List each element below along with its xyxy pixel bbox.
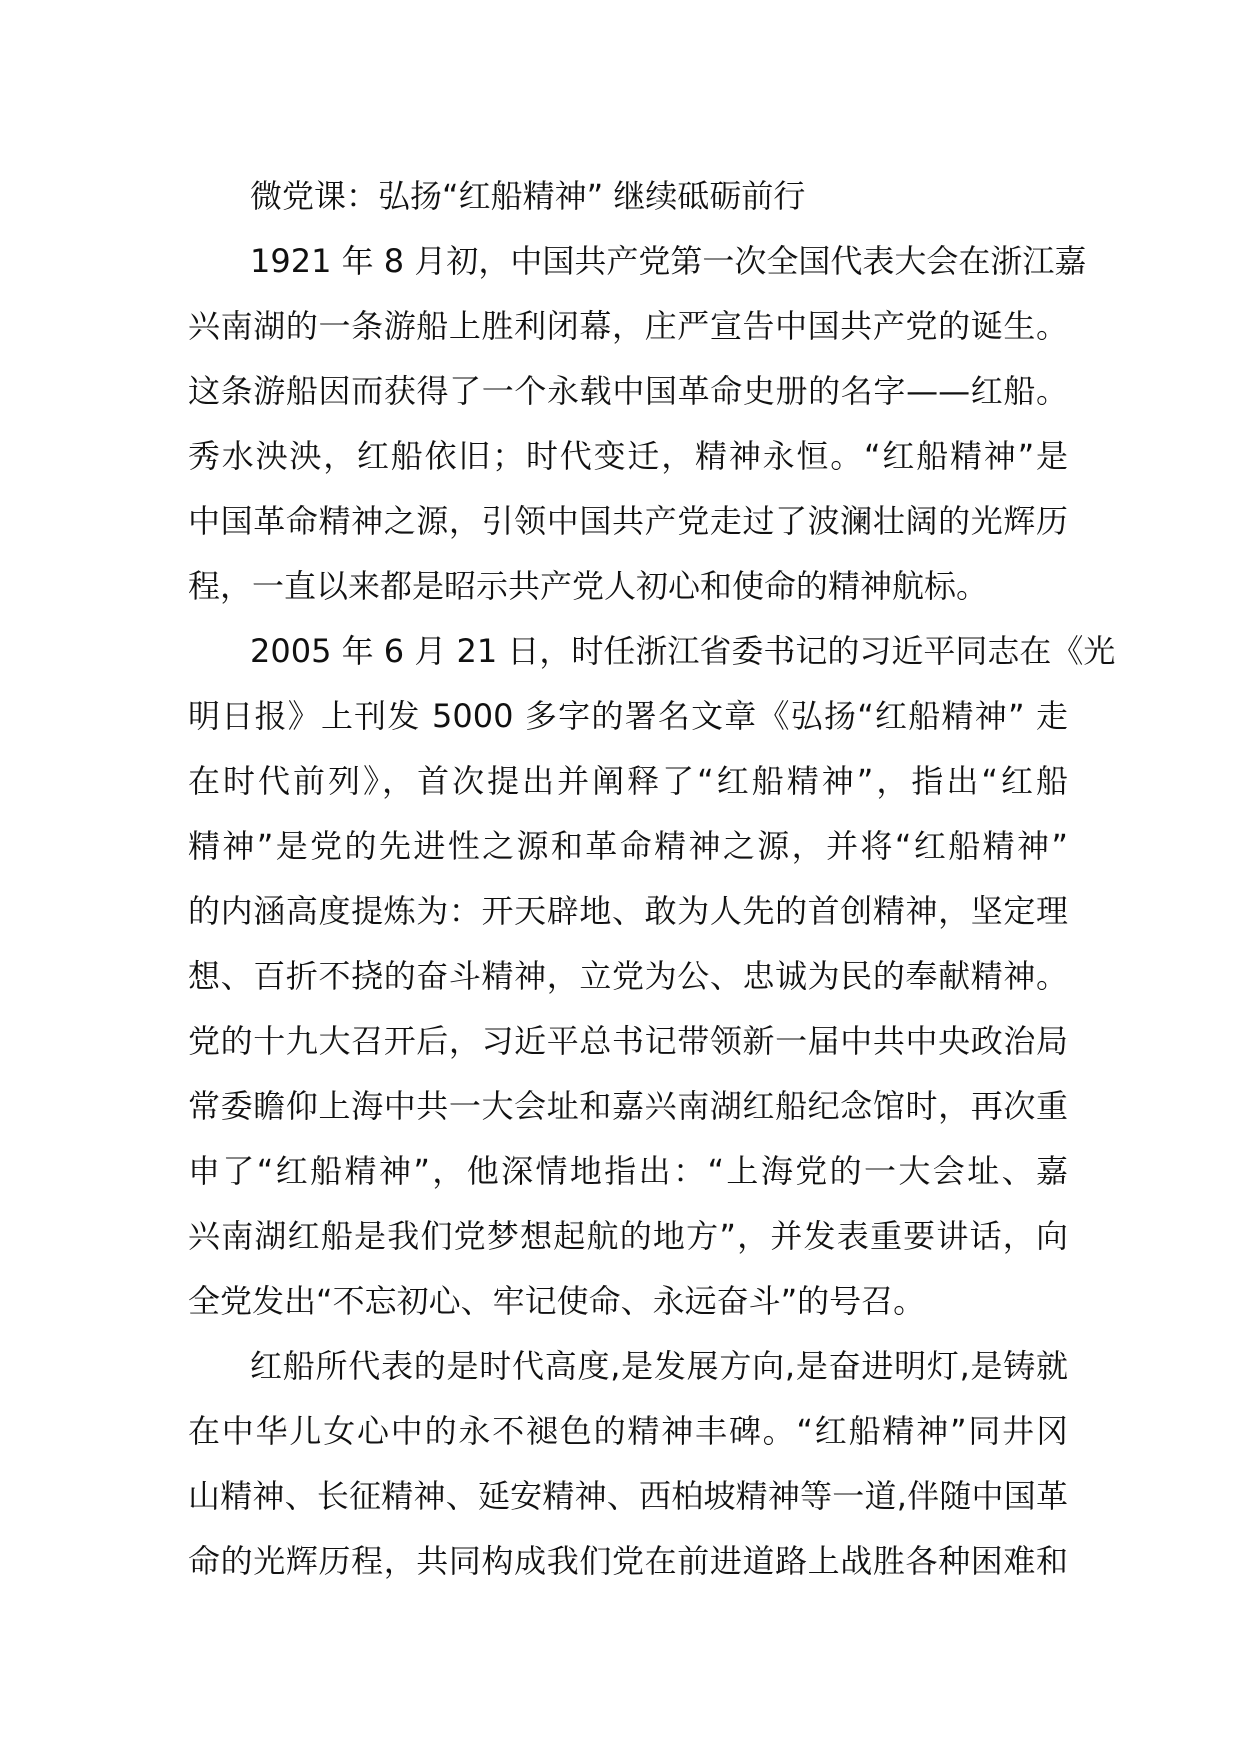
paragraph-line: 精神”是党的先进性之源和革命精神之源，并将“红船精神” xyxy=(188,827,1068,865)
document-body xyxy=(188,164,1116,1594)
paragraph-line: 1921 年 8 月初，中国共产党第一次全国代表大会在浙江嘉 xyxy=(250,242,1087,280)
paragraph-line: 在中华儿女心中的永不褪色的精神丰碑。“红船精神”同井冈 xyxy=(188,1412,1068,1450)
paragraph-2 xyxy=(188,619,1116,1334)
paragraph-line: 程，一直以来都是昭示共产党人初心和使命的精神航标。 xyxy=(188,567,989,605)
paragraph-line: 党的十九大召开后，习近平总书记带领新一届中共中央政治局 xyxy=(188,1022,1068,1060)
paragraph-line: 红船所代表的是时代高度,是发展方向,是奋进明灯,是铸就 xyxy=(250,1347,1068,1385)
paragraph-line: 2005 年 6 月 21 日，时任浙江省委书记的习近平同志在《光 xyxy=(250,632,1116,670)
paragraph-line: 中国革命精神之源，引领中国共产党走过了波澜壮阔的光辉历 xyxy=(188,502,1068,540)
paragraph-line: 明日报》上刊发 5000 多字的署名文章《弘扬“红船精神” 走 xyxy=(188,697,1068,735)
paragraph-line: 申了“红船精神”，他深情地指出：“上海党的一大会址、嘉 xyxy=(188,1152,1068,1190)
paragraph-line: 在时代前列》，首次提出并阐释了“红船精神”，指出“红船 xyxy=(188,762,1068,800)
paragraph-line: 常委瞻仰上海中共一大会址和嘉兴南湖红船纪念馆时，再次重 xyxy=(188,1087,1068,1125)
paragraph-1 xyxy=(188,229,1087,619)
document-title: 微党课：弘扬“红船精神” 继续砥砺前行 xyxy=(250,177,806,215)
paragraph-line: 这条游船因而获得了一个永载中国革命史册的名字——红船。 xyxy=(188,372,1068,410)
paragraph-line: 想、百折不挠的奋斗精神，立党为公、忠诚为民的奉献精神。 xyxy=(188,957,1068,995)
paragraph-line: 秀水泱泱，红船依旧；时代变迁，精神永恒。“红船精神”是 xyxy=(188,437,1068,475)
paragraph-3 xyxy=(188,1334,1068,1594)
paragraph-line: 的内涵高度提炼为：开天辟地、敢为人先的首创精神，坚定理 xyxy=(188,892,1068,930)
paragraph-line: 兴南湖红船是我们党梦想起航的地方”，并发表重要讲话，向 xyxy=(188,1217,1068,1255)
paragraph-line: 兴南湖的一条游船上胜利闭幕，庄严宣告中国共产党的诞生。 xyxy=(188,307,1068,345)
paragraph-line: 全党发出“不忘初心、牢记使命、永远奋斗”的号召。 xyxy=(188,1282,926,1320)
paragraph-line: 命的光辉历程，共同构成我们党在前进道路上战胜各种困难和 xyxy=(188,1542,1068,1580)
paragraph-line: 山精神、长征精神、延安精神、西柏坡精神等一道,伴随中国革 xyxy=(188,1477,1068,1515)
